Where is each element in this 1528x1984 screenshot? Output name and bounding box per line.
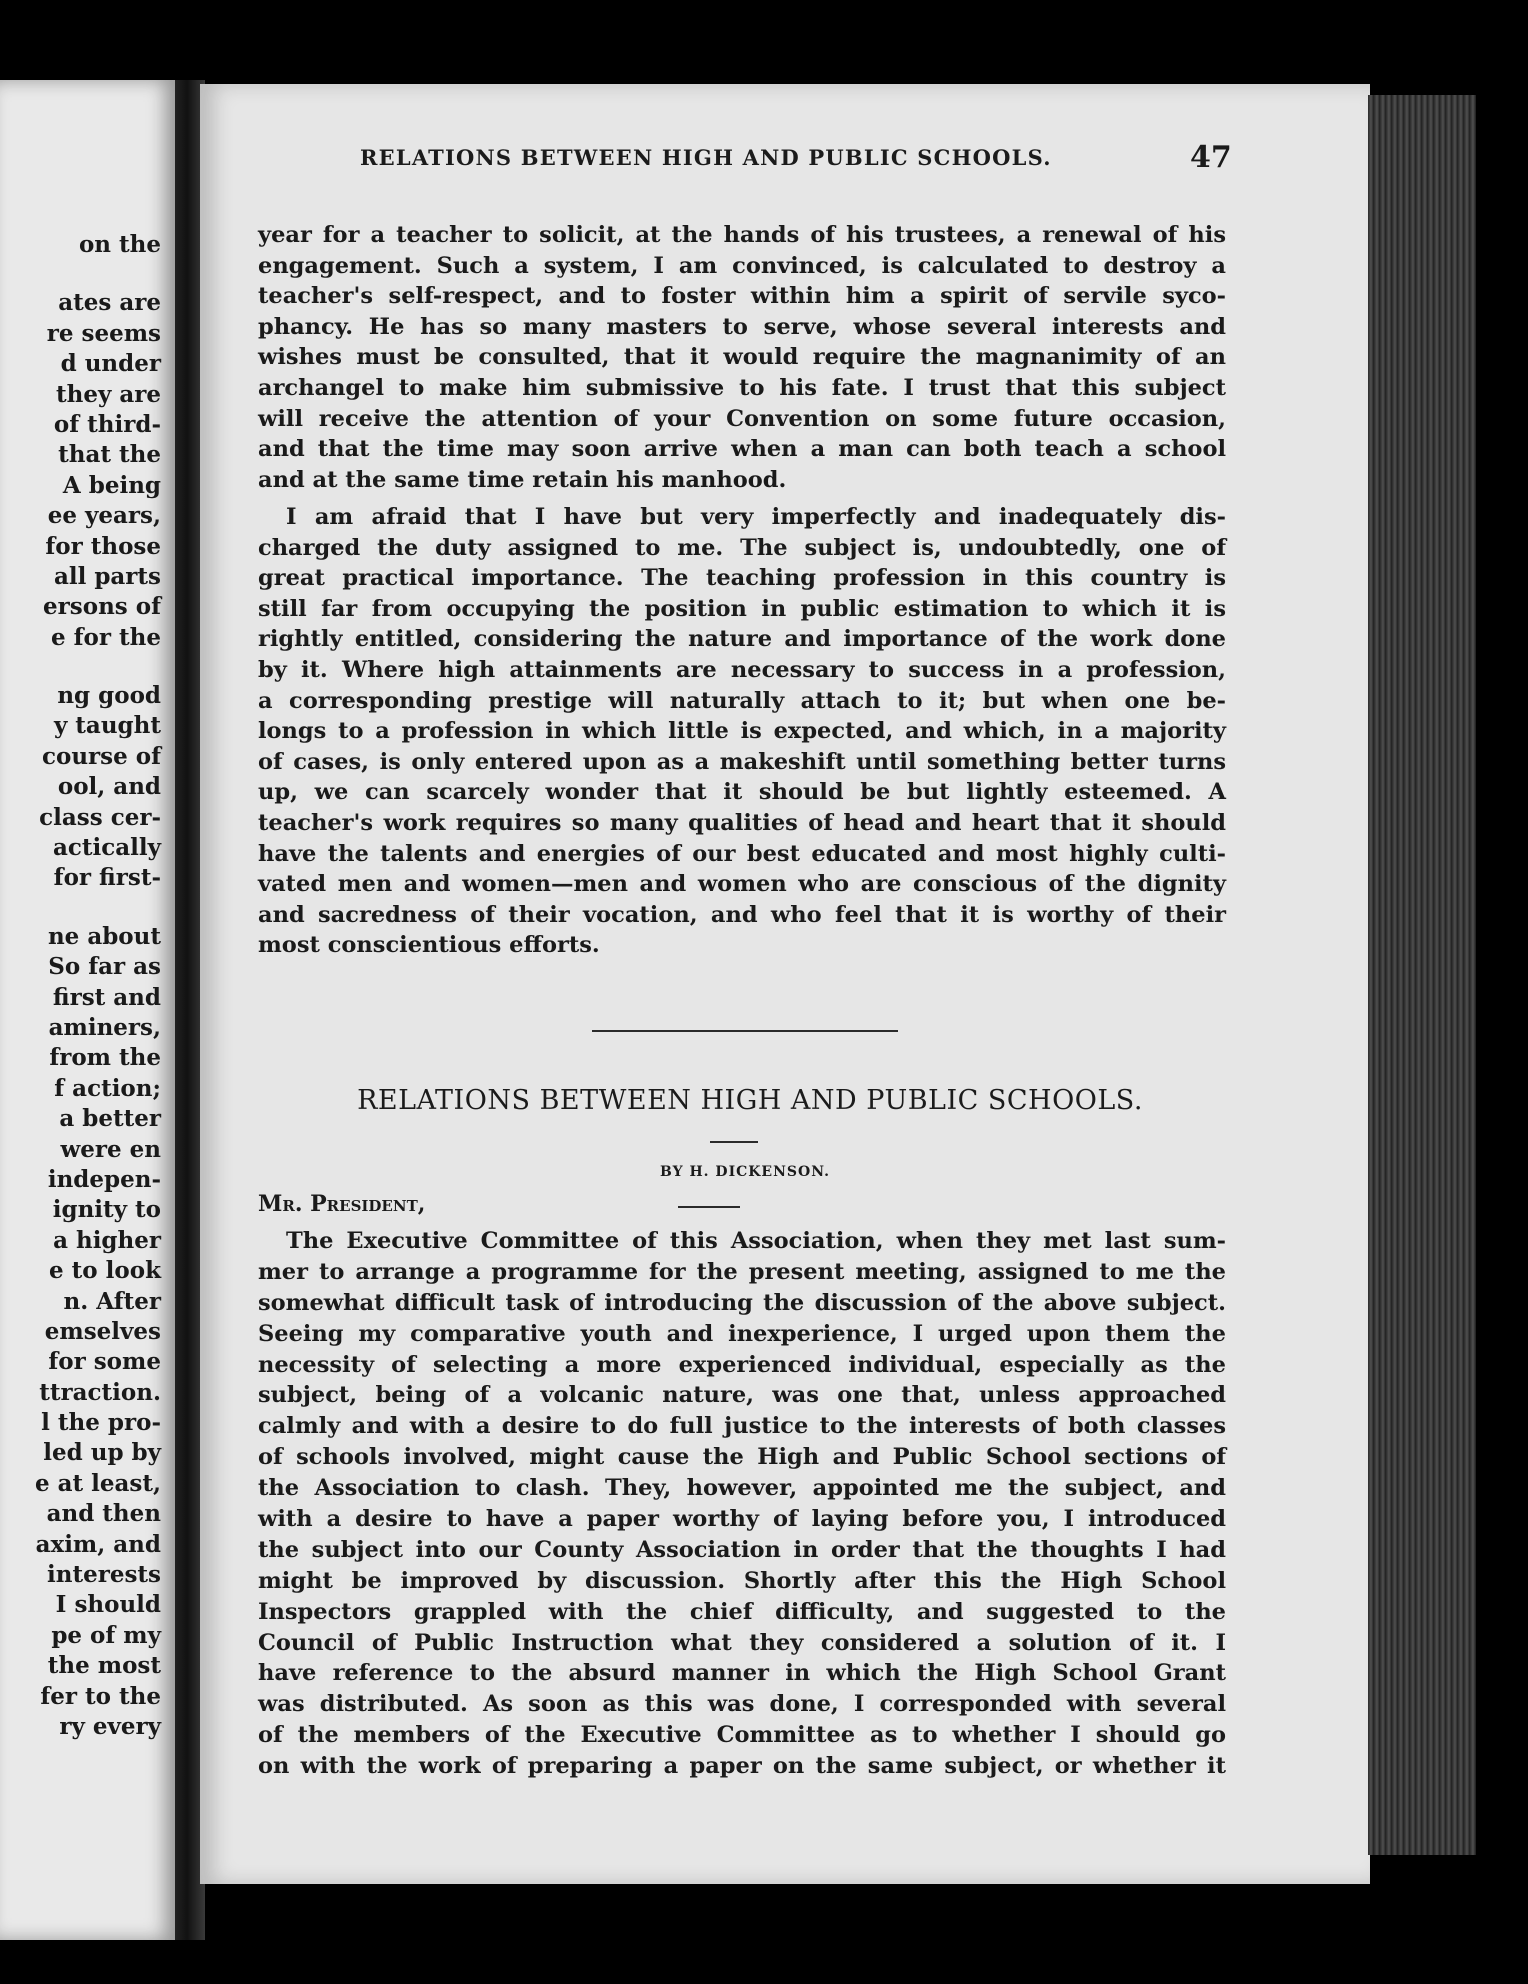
facing-text-line: ne about bbox=[47, 922, 161, 950]
facing-text-line: e to look bbox=[49, 1257, 161, 1285]
text-line: up, we can scarcely wonder that it should be but lightly esteemed. A bbox=[258, 779, 1226, 806]
text-line: the subject into our County Association in order that the thoughts I had bbox=[258, 1536, 1226, 1563]
facing-text-line: and then bbox=[46, 1500, 161, 1528]
facing-text-line: they are bbox=[55, 380, 161, 408]
text-line: subject, being of a volcanic nature, was one that, unless approached bbox=[258, 1382, 1226, 1409]
text-line: of cases, is only entered upon as a makeshift until something better turns bbox=[258, 748, 1226, 775]
facing-text-line: all parts bbox=[53, 562, 161, 590]
byline: BY H. DICKENSON. bbox=[660, 1164, 830, 1180]
text-line: will receive the attention of your Convention on some future occasion, bbox=[258, 405, 1226, 432]
text-line: longs to a profession in which little is expected, and which, in a majority bbox=[258, 718, 1226, 745]
facing-text-line: ee years, bbox=[47, 502, 161, 530]
text-line: and at the same time retain his manhood. bbox=[258, 466, 787, 493]
facing-text-line: were en bbox=[60, 1135, 161, 1163]
running-head: RELATIONS BETWEEN HIGH AND PUBLIC SCHOOLS. bbox=[360, 145, 1052, 170]
facing-text-line: pe of my bbox=[51, 1621, 161, 1649]
facing-text-line: for those bbox=[45, 532, 161, 560]
page-edges bbox=[1368, 95, 1476, 1855]
text-line: and that the time may soon arrive when a man can both teach a school bbox=[258, 436, 1226, 463]
text-line: charged the duty assigned to me. The subject is, undoubtedly, one of bbox=[258, 534, 1226, 561]
text-line: of schools involved, might cause the High and Public School sections of bbox=[258, 1444, 1226, 1471]
text-line: calmly and with a desire to do full justice to the interests of both classes bbox=[258, 1413, 1226, 1440]
text-line: necessity of selecting a more experienced individual, especially as the bbox=[258, 1351, 1226, 1378]
text-line: teacher's work requires so many qualities of head and heart that it should bbox=[258, 809, 1226, 836]
text-line: a corresponding prestige will naturally attach to it; but when one be- bbox=[258, 687, 1226, 714]
facing-text-line: d under bbox=[60, 350, 161, 378]
facing-text-line: a better bbox=[59, 1105, 161, 1133]
facing-text-line: ttraction. bbox=[39, 1378, 161, 1406]
paragraph-gap bbox=[11, 894, 161, 922]
facing-text-line: on the bbox=[78, 231, 161, 258]
facing-text-line: aminers, bbox=[48, 1013, 161, 1041]
facing-page-text bbox=[11, 230, 161, 1742]
text-line: I am afraid that I have but very imperfectly and inadequately dis- bbox=[286, 504, 1226, 530]
facing-text-line: l the pro- bbox=[41, 1409, 161, 1437]
facing-text-line: class cer- bbox=[39, 803, 161, 831]
text-line: and sacredness of their vocation, and who feel that it is worthy of their bbox=[258, 901, 1226, 928]
facing-text-line: that the bbox=[58, 441, 161, 469]
facing-text-line: course of bbox=[41, 742, 161, 770]
salutation-rule bbox=[678, 1206, 740, 1208]
facing-text-line: f action; bbox=[54, 1074, 161, 1102]
title-rule bbox=[710, 1141, 758, 1143]
facing-text-line: emselves bbox=[44, 1317, 161, 1345]
text-line: still far from occupying the position in public estimation to which it is bbox=[258, 595, 1226, 622]
facing-text-line: e at least, bbox=[34, 1469, 161, 1497]
text-line: with a desire to have a paper worthy of laying before you, I introduced bbox=[258, 1506, 1226, 1533]
text-line: was distributed. As soon as this was done, I corresponded with several bbox=[258, 1691, 1226, 1718]
facing-text-line: So far as bbox=[48, 953, 161, 981]
paragraph-continued bbox=[258, 220, 1226, 495]
text-line: engagement. Such a system, I am convinced, is calculated to destroy a bbox=[258, 252, 1226, 279]
paragraph-closing bbox=[258, 502, 1226, 961]
facing-text-line: of third- bbox=[53, 410, 161, 438]
text-line: great practical importance. The teaching profession in this country is bbox=[258, 565, 1226, 592]
text-line: of the members of the Executive Committee as to whether I should go bbox=[258, 1722, 1226, 1749]
facing-text-line: a higher bbox=[53, 1226, 161, 1254]
text-line: have the talents and energies of our best educated and most highly culti- bbox=[258, 840, 1226, 867]
facing-text-line: A being bbox=[62, 471, 161, 499]
facing-text-line: re seems bbox=[46, 319, 161, 347]
facing-text-line: for some bbox=[48, 1348, 161, 1376]
text-line: mer to arrange a programme for the present meeting, assigned to me the bbox=[258, 1258, 1226, 1285]
facing-text-line: e for the bbox=[51, 623, 161, 651]
text-line: most conscientious efforts. bbox=[258, 932, 600, 959]
facing-text-line: from the bbox=[49, 1044, 161, 1072]
paragraph-gap bbox=[11, 260, 161, 288]
page-number: 47 bbox=[1190, 140, 1232, 175]
facing-text-line: fer to the bbox=[40, 1682, 161, 1710]
facing-text-line: ng good bbox=[57, 682, 161, 710]
facing-text-line: y taught bbox=[53, 712, 161, 740]
text-line: somewhat difficult task of introducing the discussion of the above subject. bbox=[258, 1289, 1226, 1316]
facing-text-line: ry every bbox=[59, 1712, 161, 1740]
text-line: wishes must be consulted, that it would require the magnanimity of an bbox=[258, 344, 1226, 371]
facing-text-line: ates are bbox=[58, 289, 161, 317]
text-line: Council of Public Instruction what they considered a solution of it. I bbox=[258, 1629, 1226, 1656]
text-line: archangel to make him submissive to his fate. I trust that this subject bbox=[258, 374, 1226, 401]
facing-page bbox=[0, 80, 175, 1940]
text-line: Seeing my comparative youth and inexperience, I urged upon them the bbox=[258, 1320, 1226, 1347]
text-line: might be improved by discussion. Shortly after this the High School bbox=[258, 1567, 1226, 1594]
text-line: The Executive Committee of this Association, when they met last sum- bbox=[286, 1228, 1226, 1254]
facing-text-line: led up by bbox=[43, 1439, 161, 1467]
facing-text-line: the most bbox=[47, 1652, 161, 1680]
text-line: the Association to clash. They, however, appointed me the subject, and bbox=[258, 1475, 1226, 1502]
facing-text-line: ignity to bbox=[52, 1196, 161, 1224]
facing-text-line: I should bbox=[55, 1591, 161, 1619]
text-line: rightly entitled, considering the nature and importance of the work done bbox=[258, 626, 1226, 653]
facing-text-line: first and bbox=[52, 983, 161, 1011]
text-line: have reference to the absurd manner in which the High School Grant bbox=[258, 1660, 1226, 1687]
facing-text-line: for first- bbox=[53, 864, 161, 892]
facing-text-line: interests bbox=[47, 1561, 161, 1589]
section-title: RELATIONS BETWEEN HIGH AND PUBLIC SCHOOLS. bbox=[357, 1085, 1143, 1116]
facing-text-line: axim, and bbox=[35, 1530, 161, 1558]
section-divider bbox=[592, 1030, 898, 1032]
salutation: Mr. President, bbox=[258, 1191, 426, 1217]
facing-text-line: indepen- bbox=[47, 1165, 161, 1193]
facing-text-line: ool, and bbox=[57, 773, 161, 801]
paragraph-gap bbox=[11, 653, 161, 681]
text-line: vated men and women—men and women who are conscious of the dignity bbox=[258, 871, 1226, 898]
facing-text-line: actically bbox=[52, 834, 161, 862]
text-line: Inspectors grappled with the chief difficulty, and suggested to the bbox=[258, 1598, 1226, 1625]
paragraph-opening bbox=[258, 1226, 1226, 1782]
facing-text-line: n. After bbox=[63, 1287, 161, 1315]
text-line: on with the work of preparing a paper on the same subject, or whether it bbox=[258, 1753, 1226, 1780]
text-line: year for a teacher to solicit, at the hands of his trustees, a renewal of his bbox=[258, 222, 1226, 248]
text-line: phancy. He has so many masters to serve, whose several interests and bbox=[258, 313, 1226, 340]
facing-text-line: ersons of bbox=[43, 593, 161, 621]
text-line: by it. Where high attainments are necessary to success in a profession, bbox=[258, 656, 1226, 683]
text-line: teacher's self-respect, and to foster within him a spirit of servile syco- bbox=[258, 283, 1226, 310]
